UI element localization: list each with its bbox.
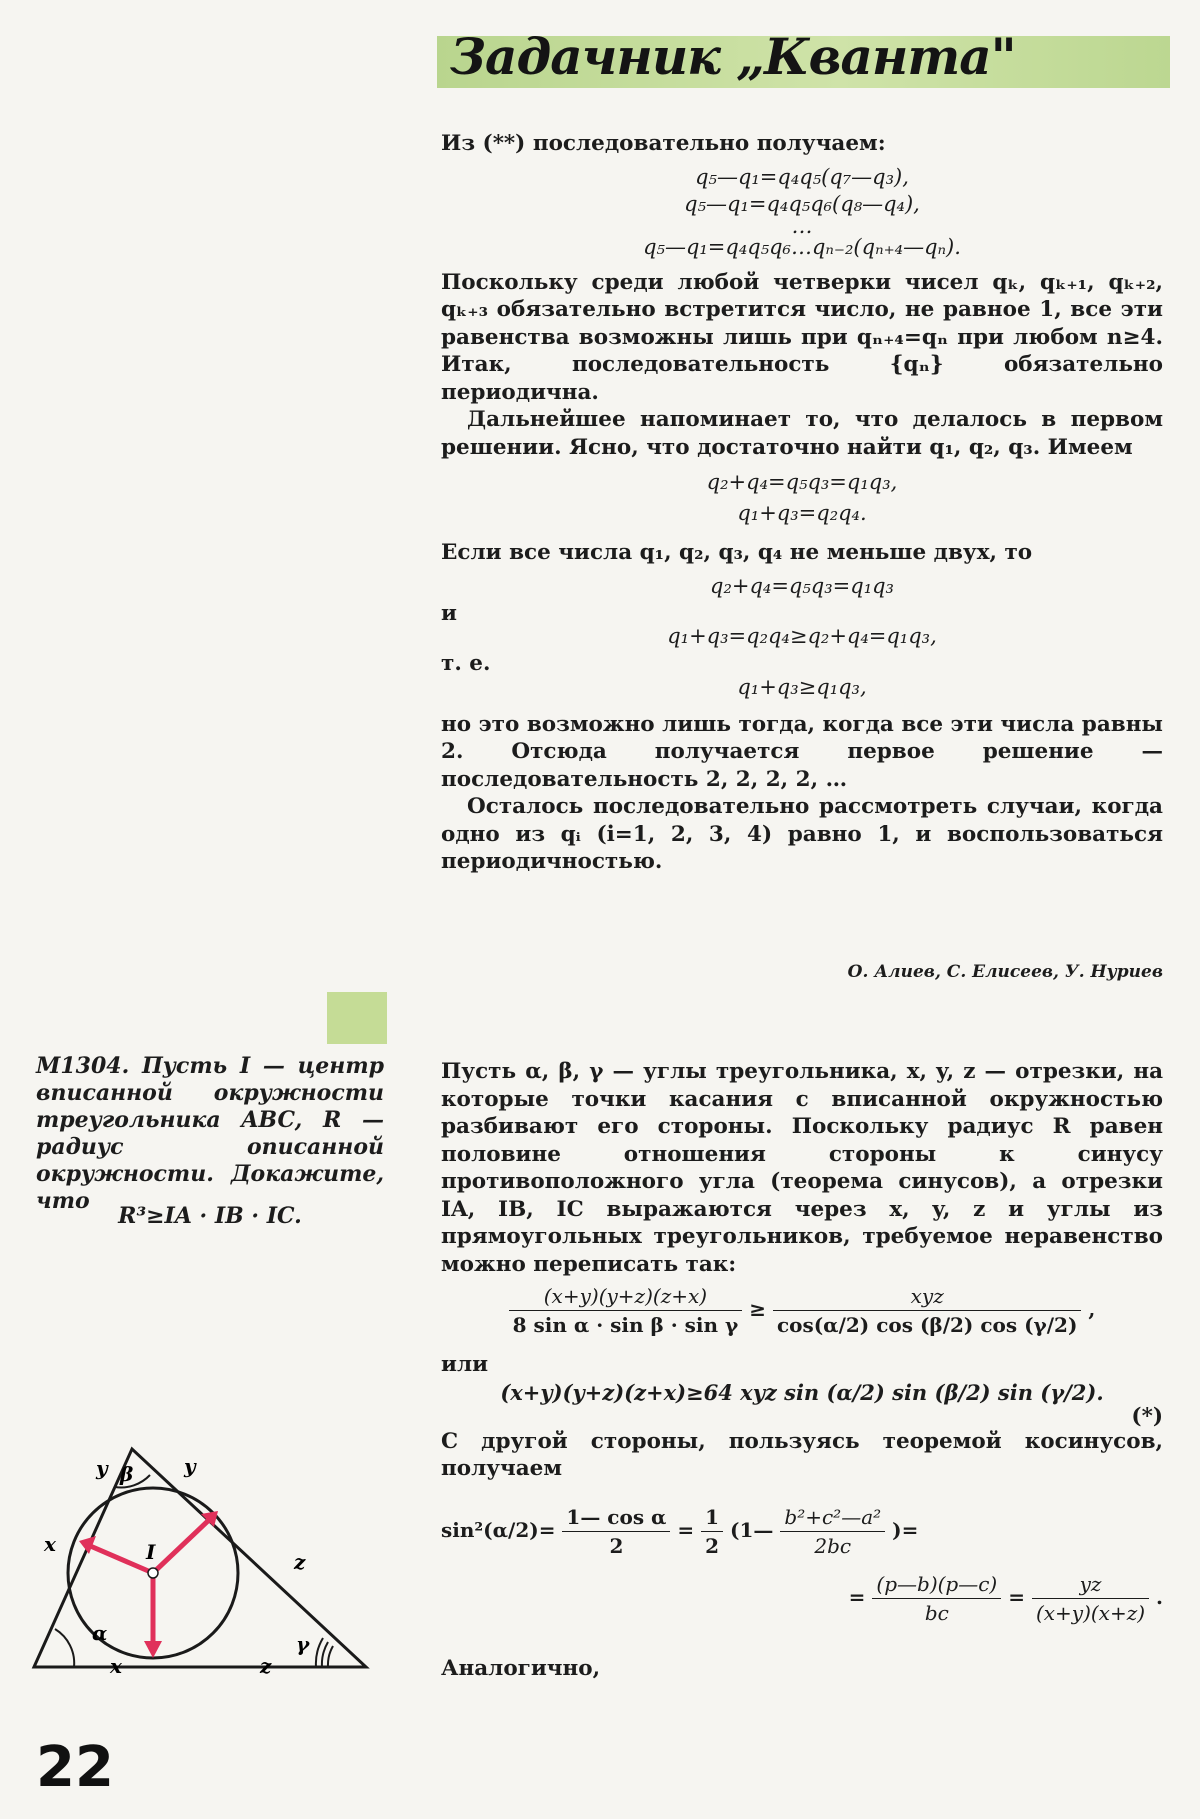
formula-continuation: = $\frac{(p—b)(p—c)}{bc}$ = $\frac{yz}{(x+y)(x+z)}$ . (848, 1571, 1163, 1625)
section-title: Задачник „Кванта" (450, 27, 1016, 86)
formula-dots: … (791, 213, 813, 238)
label-z-bottom: z (260, 1654, 272, 1675)
label-I: I (146, 1540, 156, 1564)
formula-6: q₂+q₄=q₅q₃=q₁q₃ (710, 573, 894, 598)
formula-8: q₁+q₃≥q₁q₃, (737, 674, 867, 699)
label-gamma: γ (296, 1632, 310, 1656)
paragraph-4: но это возможно лишь тогда, когда все эти числа равны 2. Отсюда получается первое решение — последовательность 2, 2, 2, 2, … (441, 711, 1163, 792)
page-number: 22 (36, 1735, 114, 1800)
label-x-left: x (44, 1532, 56, 1556)
formula-sin-half: sin²(α/2)= $\frac{\text{1— cos α}}{2}$ = $\frac{1}{2}$ (1— $\frac{\text{b²+c²—a²}}{2bc}$ )= (441, 1504, 919, 1558)
incircle-figure (30, 1435, 370, 1675)
solution-paragraph-1: Пусть α, β, γ — углы треугольника, x, y, z — отрезки, на которые точки касания с вписанной окружностью разбивают его стороны. Поскольку радиус R равен половине отношения стороны к синусу противоположного угла (теорема синусов), а отрезки IA, IB, IC выражаются через x, y, z и углы из прямоугольных треугольников, требуемое неравенство можно переписать так: (441, 1059, 1163, 1277)
formula-2: q₅—q₁=q₄q₅q₆(q₈—q₄), (684, 191, 920, 216)
label-alpha: α (92, 1621, 108, 1645)
triangle (34, 1449, 366, 1667)
formula-5: q₁+q₃=q₂q₄. (737, 501, 867, 525)
fraction-left: $\frac{(x+y)(y+z)(z+x)}{\text{8 sin α · sin β · sin γ}}$ (509, 1284, 743, 1337)
paragraph-5: Осталось последовательно рассмотреть случаи, когда одно из qᵢ (i=1, 2, 3, 4) равно 1, и воспользоваться периодичностью. (441, 794, 1163, 874)
label-z-right: z (294, 1550, 306, 1574)
fraction-right: $\frac{\text{xyz}}{\cos(\alpha/2) \cos (\beta/2) \cos (\gamma/2)}$ (773, 1284, 1082, 1337)
label-beta: β (120, 1462, 134, 1486)
formula-7: q₁+q₃=q₂q₄≥q₂+q₄=q₁q₃, (667, 624, 937, 648)
problem-marker (327, 992, 387, 1044)
authors: О. Алиев, С. Елисеев, У. Нуриев (847, 962, 1163, 982)
word-or: или (441, 1352, 489, 1377)
problem-inequality: R³≥IA · IB · IC. (118, 1203, 302, 1229)
intro-line: Из (**) последовательно получаем: (441, 131, 886, 156)
formula-1: q₅—q₁=q₄q₅(q₇—q₃), (695, 164, 909, 189)
solution-paragraph-2: С другой стороны, пользуясь теоремой косинусов, получаем (441, 1428, 1163, 1481)
inequality-2: (x+y)(y+z)(z+x)≥64 xyz sin (α/2) sin (β/2) sin (γ/2). (500, 1379, 1104, 1405)
formula-fractions: $\frac{(x+y)(y+z)(z+x)}{\text{8 sin α · sin β · sin γ}}$ ≥ $\frac{\text{xyz}}{\cos(\alpha/2) \cos (\beta/2) \cos (\gamma/2)}$ , (441, 1284, 1163, 1337)
angle-alpha-arc (55, 1629, 74, 1667)
formula-4: q₂+q₄=q₅q₃=q₁q₃, (706, 470, 898, 494)
upper-column (441, 130, 1163, 876)
paragraph-2: Дальнейшее напоминает то, что делалось в первом решении. Ясно, что достаточно найти q₁, q₂, q₃. Имеем (441, 407, 1163, 460)
solution-column (441, 1058, 1163, 1682)
word-analogously: Аналогично, (441, 1655, 601, 1681)
word-and: и (441, 600, 457, 626)
problem-statement: М1304. Пусть I — центр вписанной окружности треугольника ABC, R — радиус описанной окружности. Докажите, что (36, 1053, 384, 1214)
label-x-bottom: x (110, 1654, 122, 1675)
angle-gamma-arc (328, 1646, 333, 1667)
paragraph-3: Если все числа q₁, q₂, q₃, q₄ не меньше двух, то (441, 540, 1033, 565)
label-y-left: y (96, 1456, 108, 1480)
word-ie: т. е. (441, 651, 491, 676)
formula-3: q₅—q₁=q₄q₅q₆…qₙ₋₂(qₙ₊₄—qₙ). (643, 234, 961, 259)
paragraph-1: Поскольку среди любой четверки чисел qₖ, qₖ₊₁, qₖ₊₂, qₖ₊₃ обязательно встретится число, не равное 1, все эти равенства возможны лишь при qₙ₊₄=qₙ при любом n≥4. Итак, последовательность {qₙ} обязательно периодична. (441, 269, 1163, 405)
label-y-right: y (184, 1454, 196, 1478)
equation-tag: (*) (1131, 1403, 1163, 1429)
